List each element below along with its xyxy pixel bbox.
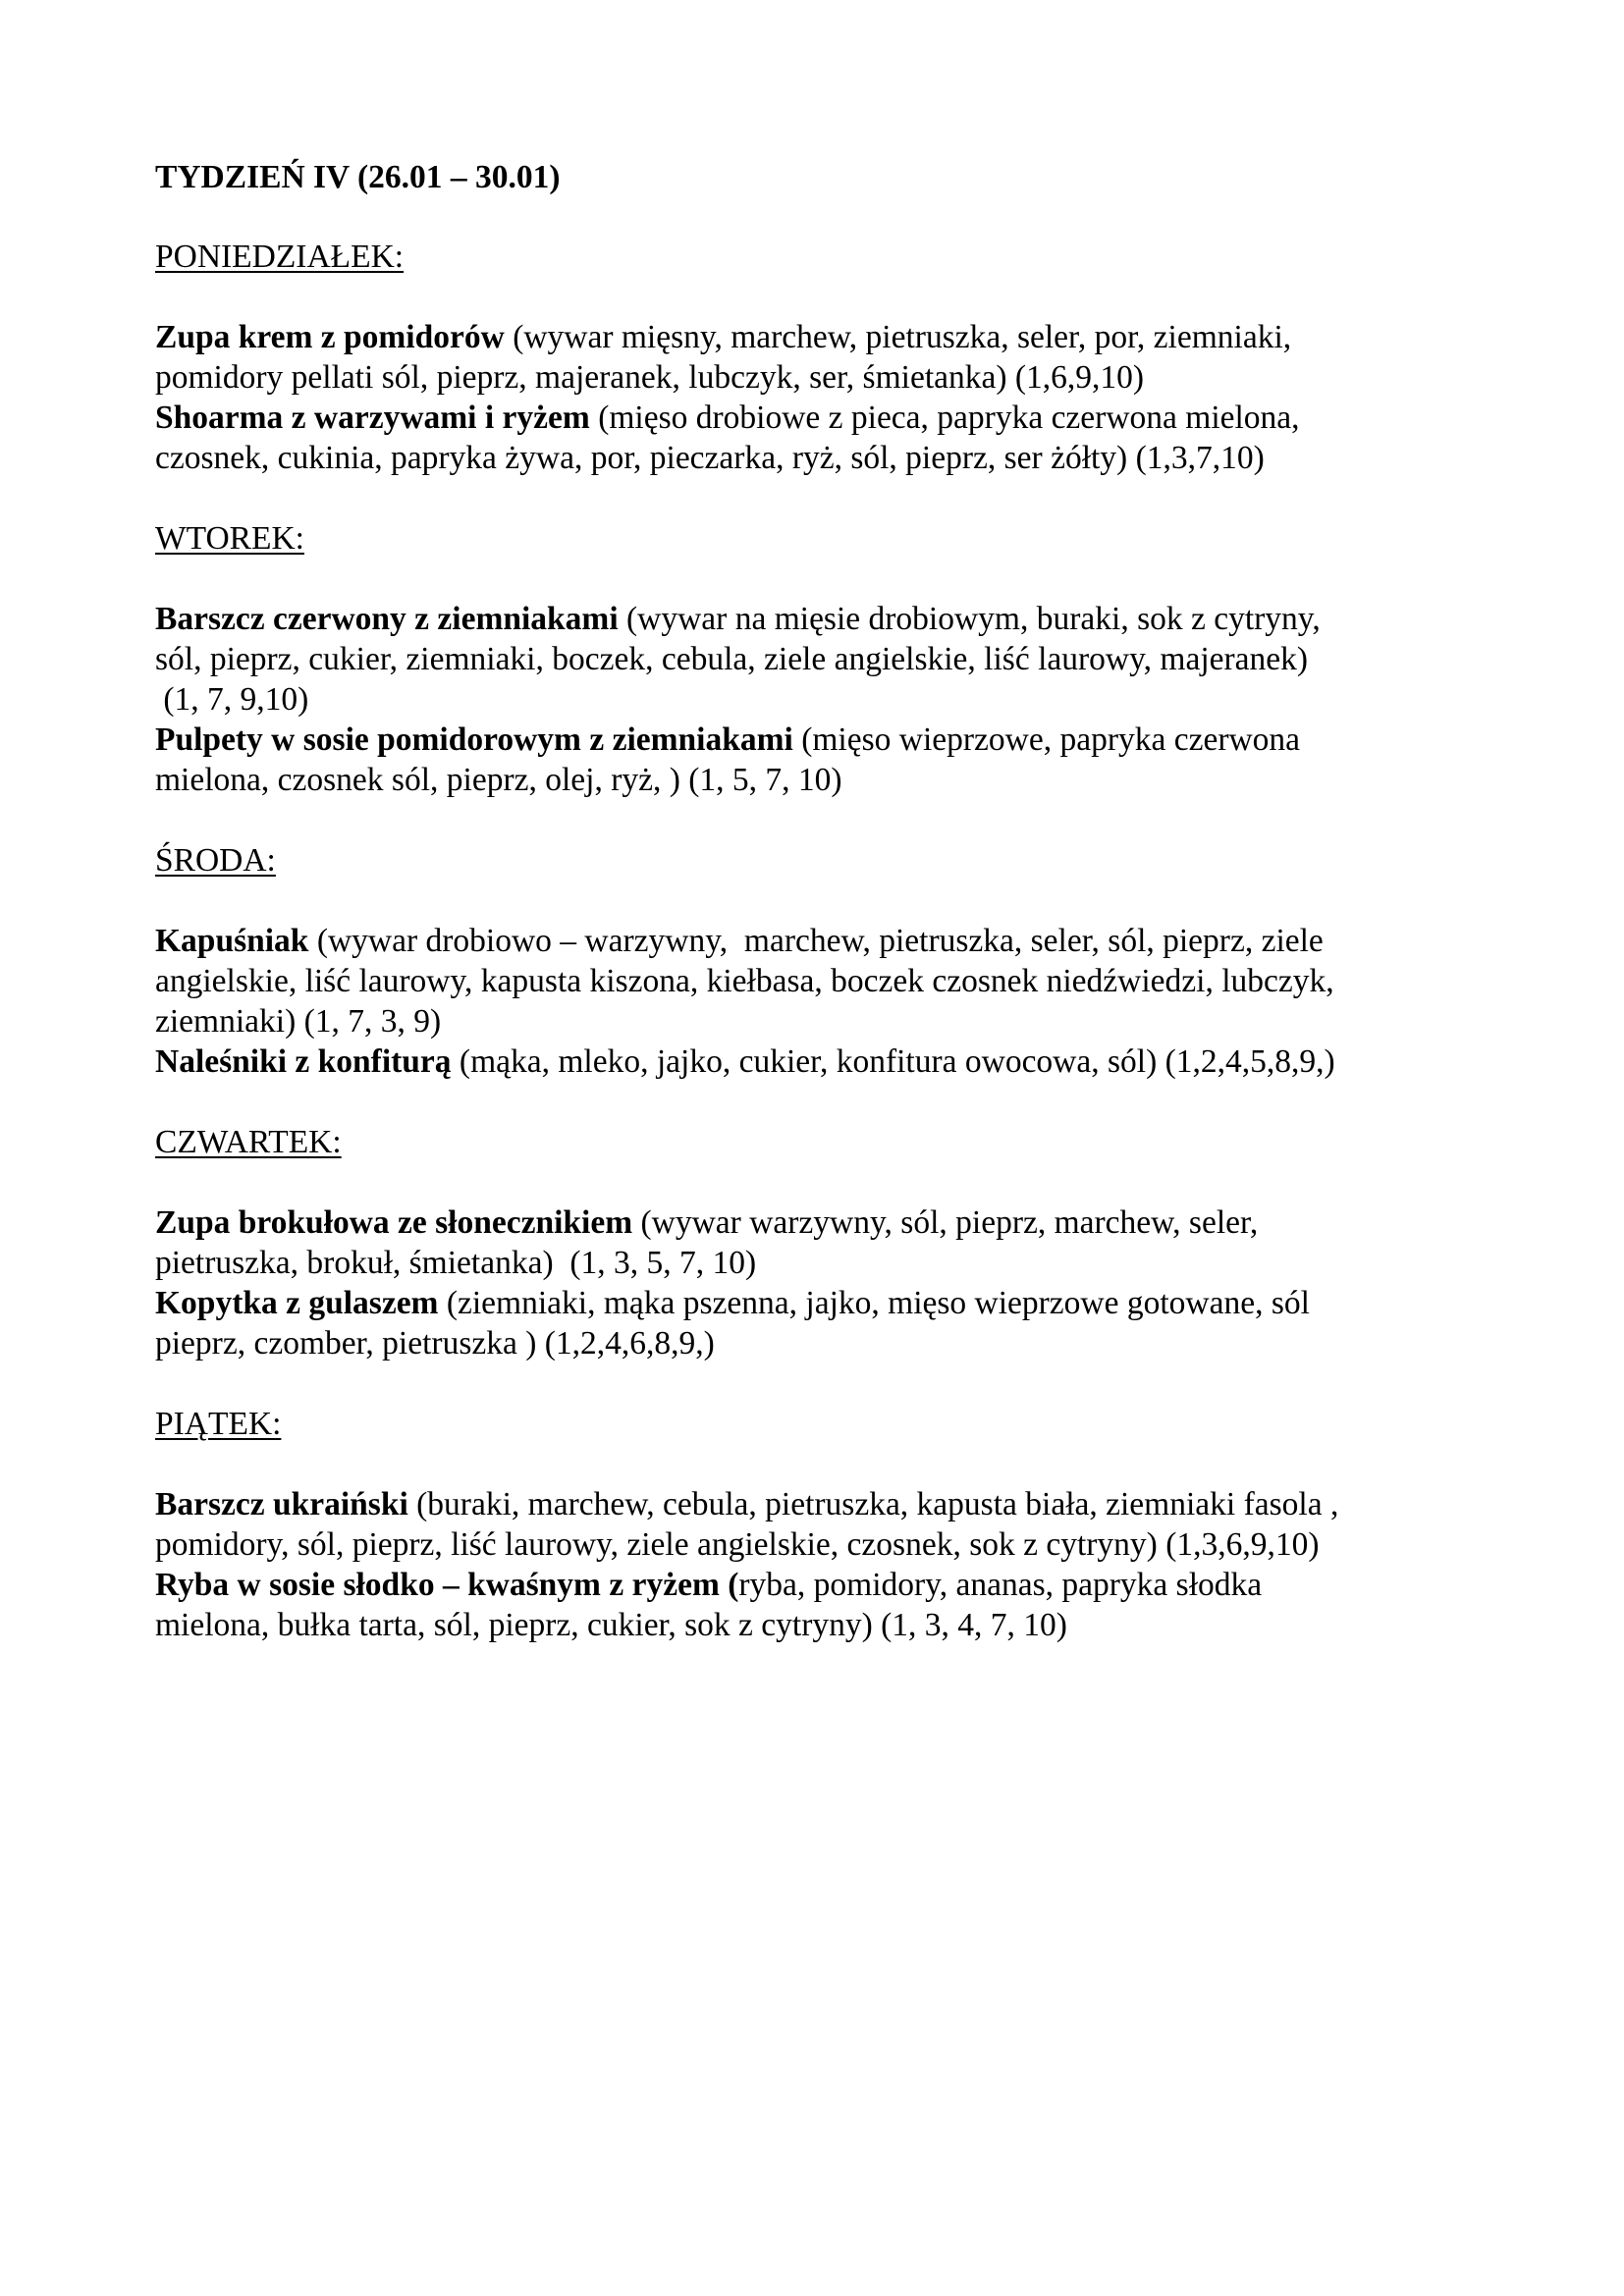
dish-name: Kapuśniak	[155, 923, 309, 959]
dish-description: (mąka, mleko, jajko, cukier, konfitura owocowa, sól) (1,2,4,5,8,9,)	[451, 1043, 1335, 1080]
dish-description: (wywar warzywny, sól, pieprz, marchew, seler,	[632, 1204, 1259, 1241]
dish-name: Zupa krem z pomidorów	[155, 319, 505, 355]
day-heading-thursday: CZWARTEK:	[155, 1124, 342, 1160]
dish-description: (1, 7, 9,10)	[155, 681, 309, 718]
dish-description: (wywar na mięsie drobiowym, buraki, sok z cytryny,	[618, 601, 1321, 637]
day-section-friday	[155, 1484, 1471, 1645]
dish-entry	[155, 1202, 1471, 1283]
dish-description: czosnek, cukinia, papryka żywa, por, pieczarka, ryż, sól, pieprz, ser żółty) (1,3,7,10)	[155, 440, 1265, 476]
dish-description: pieprz, czomber, pietruszka ) (1,2,4,6,8,9,)	[155, 1325, 715, 1362]
day-section-tuesday	[155, 599, 1471, 800]
dish-description: ryba, pomidory, ananas, papryka słodka	[738, 1567, 1263, 1603]
dish-entry	[155, 720, 1471, 800]
dish-entry	[155, 398, 1471, 478]
day-heading-tuesday: WTOREK:	[155, 520, 304, 557]
day-section-monday	[155, 317, 1471, 478]
dish-name: Pulpety w sosie pomidorowym z ziemniakami	[155, 721, 793, 758]
dish-description: pomidory, sól, pieprz, liść laurowy, ziele angielskie, czosnek, sok z cytryny) (1,3,6,9,10)	[155, 1526, 1320, 1563]
dish-description: sól, pieprz, cukier, ziemniaki, boczek, cebula, ziele angielskie, liść laurowy, majeranek)	[155, 641, 1309, 677]
dish-entry	[155, 921, 1471, 1041]
dish-name: Zupa brokułowa ze słonecznikiem	[155, 1204, 633, 1241]
dish-name: Ryba w sosie słodko – kwaśnym z ryżem (	[155, 1567, 739, 1603]
day-section-wednesday	[155, 921, 1471, 1082]
dish-entry	[155, 1565, 1471, 1645]
dish-entry	[155, 599, 1471, 720]
dish-description: (wywar drobiowo – warzywny, marchew, pietruszka, seler, sól, pieprz, ziele	[308, 923, 1324, 959]
dish-description: mielona, czosnek sól, pieprz, olej, ryż, ) (1, 5, 7, 10)	[155, 762, 842, 798]
dish-name: Kopytka z gulaszem	[155, 1285, 439, 1321]
dish-description: (ziemniaki, mąka pszenna, jajko, mięso wieprzowe gotowane, sól	[438, 1285, 1310, 1321]
dish-name: Barszcz czerwony z ziemniakami	[155, 601, 619, 637]
day-heading-wednesday: ŚRODA:	[155, 842, 276, 879]
dish-entry	[155, 1484, 1471, 1565]
dish-name: Barszcz ukraiński	[155, 1486, 408, 1522]
dish-description: pietruszka, brokuł, śmietanka) (1, 3, 5, 7, 10)	[155, 1245, 757, 1281]
dish-description: (mięso wieprzowe, papryka czerwona	[792, 721, 1301, 758]
day-heading-monday: PONIEDZIAŁEK:	[155, 239, 405, 275]
dish-description: (mięso drobiowe z pieca, papryka czerwona mielona,	[589, 400, 1300, 436]
dish-description: ziemniaki) (1, 7, 3, 9)	[155, 1003, 442, 1040]
dish-name: Shoarma z warzywami i ryżem	[155, 400, 590, 436]
dish-description: angielskie, liść laurowy, kapusta kiszona, kiełbasa, boczek czosnek niedźwiedzi, lubczyk,	[155, 963, 1334, 999]
day-section-thursday	[155, 1202, 1471, 1363]
menu-document	[155, 157, 1471, 1685]
dish-entry	[155, 1041, 1471, 1082]
dish-description: pomidory pellati sól, pieprz, majeranek, lubczyk, ser, śmietanka) (1,6,9,10)	[155, 359, 1145, 396]
dish-name: Naleśniki z konfiturą	[155, 1043, 452, 1080]
dish-entry	[155, 1283, 1471, 1363]
day-heading-friday: PIĄTEK:	[155, 1406, 282, 1442]
dish-description: mielona, bułka tarta, sól, pieprz, cukier, sok z cytryny) (1, 3, 4, 7, 10)	[155, 1607, 1067, 1643]
page-title: TYDZIEŃ IV (26.01 – 30.01)	[155, 159, 561, 195]
dish-entry	[155, 317, 1471, 398]
dish-description: (wywar mięsny, marchew, pietruszka, seler, por, ziemniaki,	[504, 319, 1292, 355]
dish-description: (buraki, marchew, cebula, pietruszka, kapusta biała, ziemniaki fasola ,	[407, 1486, 1339, 1522]
